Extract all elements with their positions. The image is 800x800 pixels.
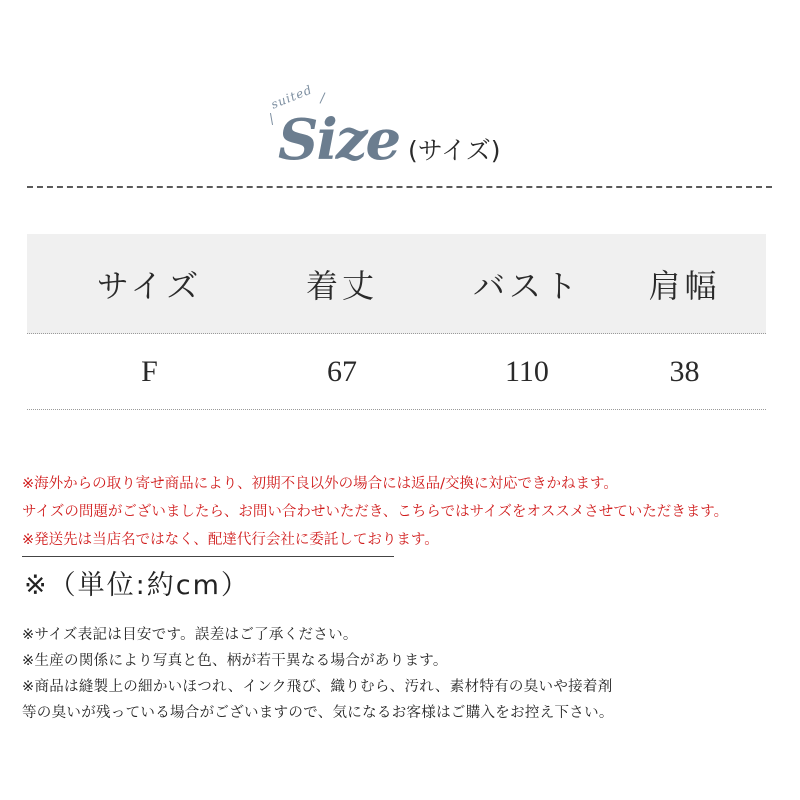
size-title: Size [278,107,400,173]
dashed-divider [27,186,772,188]
note-line: ※生産の関係により写真と色、柄が若干異なる場合があります。 [22,653,448,669]
column-header-shoulder: 肩幅 [648,266,721,305]
size-table [27,234,766,410]
product-notes [22,622,782,726]
decor-line [270,113,273,125]
unit-label: ※（単位:約cm） [24,570,250,601]
column-header-length: 着丈 [305,266,378,305]
cell-length: 67 [327,354,357,388]
warning-line: ※海外からの取り寄せ商品により、初期不良以外の場合には返品/交換に対応できかねます。 [22,476,618,492]
note-line: 等の臭いが残っている場合がございますので、気になるお客様はご購入をお控え下さい。 [22,705,614,721]
cell-size: F [141,354,158,388]
column-header-size: サイズ [96,266,203,305]
cell-bust: 110 [505,354,549,388]
suited-script: suited [268,82,315,112]
note-line: ※商品は縫製上の細かいほつれ、インク飛び、織りむら、汚れ、素材特有の臭いや接着剤 [22,679,613,695]
cell-shoulder: 38 [669,354,700,388]
warning-notes [22,470,782,554]
note-line: ※サイズ表記は目安です。誤差はご了承ください。 [22,627,358,643]
table-row [27,334,766,410]
notes-divider [22,556,394,557]
warning-line: ※発送先は当店名ではなく、配達代行会社に委託しております。 [22,532,439,548]
warning-line: サイズの問題がございましたら、お問い合わせいただき、こちらではサイズをオススメさせていただきます。 [22,504,729,520]
size-header [0,0,800,190]
column-header-bust: バスト [472,266,581,305]
size-subtitle: (サイズ) [408,136,501,165]
table-header-row [27,234,766,334]
